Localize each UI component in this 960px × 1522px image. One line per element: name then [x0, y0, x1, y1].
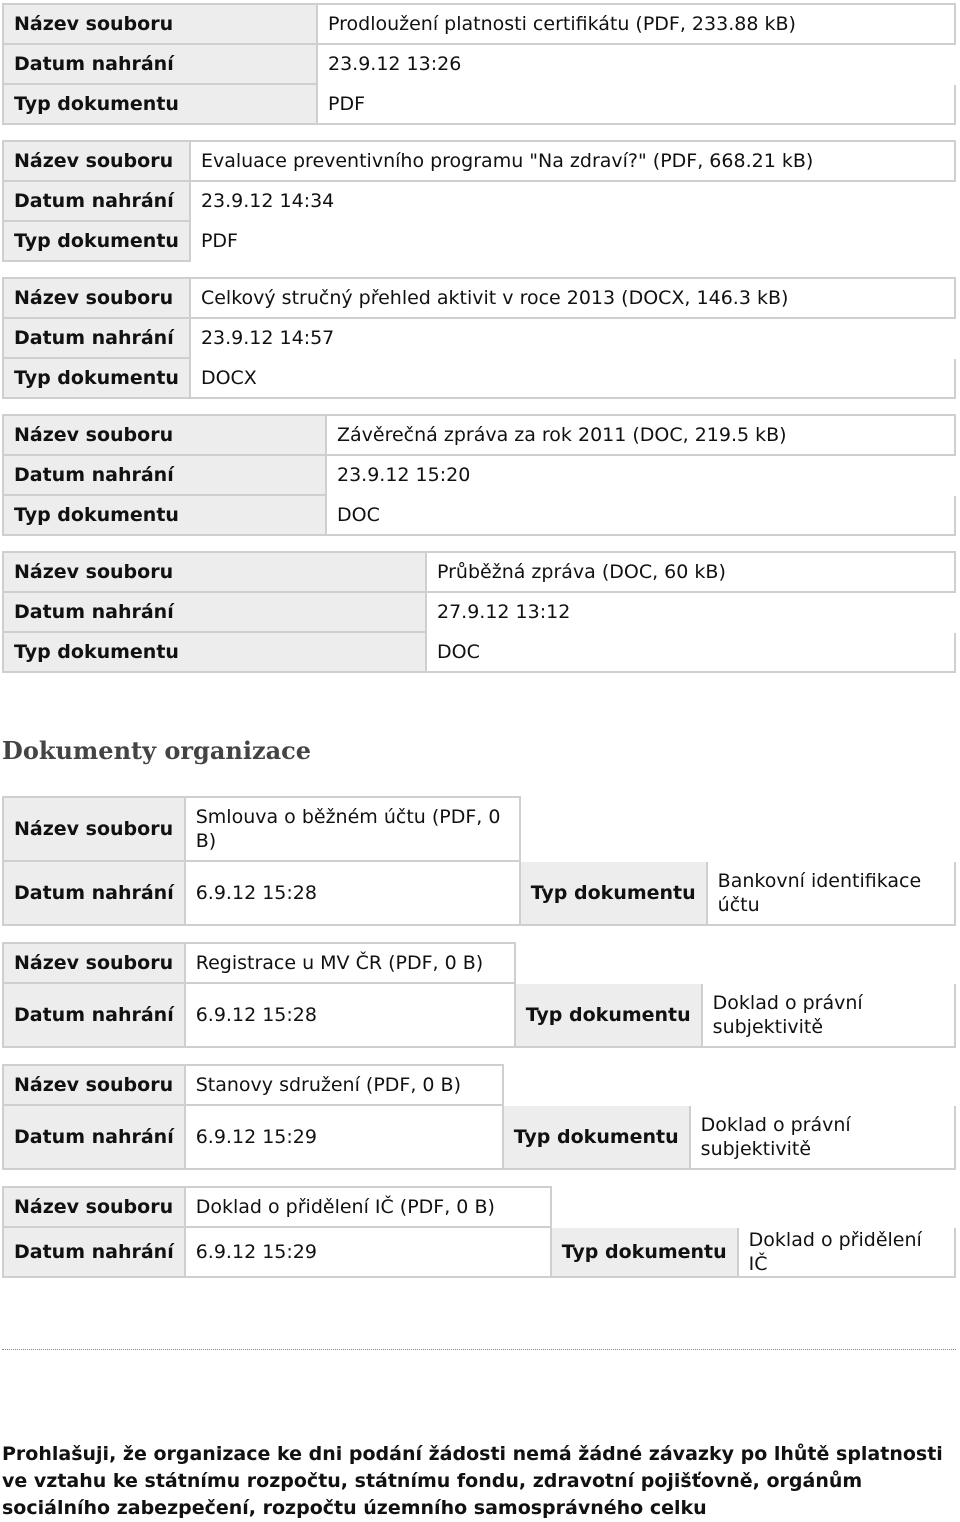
- file-name-link[interactable]: Průběžná zpráva (DOC, 60 kB): [426, 552, 955, 592]
- upload-date-label: Datum nahrání: [3, 861, 185, 925]
- doc-type-value: DOC: [426, 632, 955, 672]
- file-name-link[interactable]: Závěrečná zpráva za rok 2011 (DOC, 219.5 kB): [326, 415, 955, 455]
- spacer: [707, 797, 955, 861]
- org-document-block: [2, 1186, 956, 1278]
- file-name-label: Název souboru: [3, 141, 190, 181]
- org-document-block: [2, 942, 956, 1048]
- file-name-label: Název souboru: [3, 552, 426, 592]
- doc-type-label: Typ dokumentu: [520, 861, 707, 925]
- doc-type-label: Typ dokumentu: [515, 983, 702, 1047]
- spacer: [515, 943, 702, 983]
- upload-date-label: Datum nahrání: [3, 44, 317, 84]
- file-name-label: Název souboru: [3, 1065, 185, 1105]
- upload-date-value: 27.9.12 13:12: [426, 592, 955, 632]
- doc-type-label: Typ dokumentu: [3, 84, 317, 124]
- file-name-link[interactable]: Registrace u MV ČR (PDF, 0 B): [185, 943, 515, 983]
- file-name-label: Název souboru: [3, 415, 326, 455]
- doc-type-label: Typ dokumentu: [3, 358, 190, 398]
- doc-type-label: Typ dokumentu: [3, 495, 326, 535]
- upload-date-value: 6.9.12 15:28: [185, 983, 515, 1047]
- doc-type-label: Typ dokumentu: [3, 632, 426, 672]
- dotted-separator: [2, 1349, 956, 1350]
- org-document-block: [2, 796, 956, 926]
- document-block: [2, 3, 956, 125]
- file-name-label: Název souboru: [3, 943, 185, 983]
- upload-date-value: 6.9.12 15:28: [185, 861, 520, 925]
- org-document-block: [2, 1064, 956, 1170]
- doc-type-value: Doklad o přidělení IČ: [738, 1227, 955, 1277]
- upload-date-label: Datum nahrání: [3, 983, 185, 1047]
- file-name-link[interactable]: Prodloužení platnosti certifikátu (PDF, 233.88 kB): [317, 4, 955, 44]
- doc-type-label: Typ dokumentu: [3, 221, 190, 261]
- file-name-link[interactable]: Stanovy sdružení (PDF, 0 B): [185, 1065, 503, 1105]
- upload-date-value: 23.9.12 14:57: [190, 318, 955, 358]
- doc-type-label: Typ dokumentu: [503, 1105, 690, 1169]
- upload-date-value: 6.9.12 15:29: [185, 1227, 551, 1277]
- upload-date-value: 6.9.12 15:29: [185, 1105, 503, 1169]
- upload-date-label: Datum nahrání: [3, 1105, 185, 1169]
- upload-date-label: Datum nahrání: [3, 592, 426, 632]
- upload-date-label: Datum nahrání: [3, 1227, 185, 1277]
- doc-type-value: Doklad o právní subjektivitě: [690, 1105, 955, 1169]
- file-name-link[interactable]: Smlouva o běžném účtu (PDF, 0 B): [185, 797, 520, 861]
- doc-type-label: Typ dokumentu: [551, 1227, 738, 1277]
- document-block: [2, 551, 956, 673]
- doc-type-value: Bankovní identifikace účtu: [707, 861, 955, 925]
- doc-type-value: DOCX: [190, 358, 955, 398]
- upload-date-label: Datum nahrání: [3, 318, 190, 358]
- spacer: [551, 1187, 738, 1227]
- upload-date-label: Datum nahrání: [3, 455, 326, 495]
- file-name-link[interactable]: Celkový stručný přehled aktivit v roce 2013 (DOCX, 146.3 kB): [190, 278, 955, 318]
- document-block: [2, 277, 956, 399]
- spacer: [690, 1065, 955, 1105]
- file-name-label: Název souboru: [3, 1187, 185, 1227]
- upload-date-value: 23.9.12 15:20: [326, 455, 955, 495]
- doc-type-value: PDF: [317, 84, 955, 124]
- doc-type-value: DOC: [326, 495, 955, 535]
- file-name-label: Název souboru: [3, 797, 185, 861]
- upload-date-label: Datum nahrání: [3, 181, 190, 221]
- section-title-org-documents: Dokumenty organizace: [2, 736, 312, 765]
- spacer: [738, 1187, 955, 1227]
- document-block: [2, 140, 956, 262]
- file-name-label: Název souboru: [3, 4, 317, 44]
- doc-type-value: Doklad o právní subjektivitě: [702, 983, 955, 1047]
- doc-type-value: PDF: [190, 221, 955, 261]
- file-name-link[interactable]: Doklad o přidělení IČ (PDF, 0 B): [185, 1187, 551, 1227]
- spacer: [520, 797, 707, 861]
- spacer: [702, 943, 955, 983]
- upload-date-value: 23.9.12 13:26: [317, 44, 955, 84]
- file-name-label: Název souboru: [3, 278, 190, 318]
- document-block: [2, 414, 956, 536]
- file-name-link[interactable]: Evaluace preventivního programu "Na zdraví?" (PDF, 668.21 kB): [190, 141, 955, 181]
- declaration-text: Prohlašuji, že organizace ke dni podání žádosti nemá žádné závazky po lhůtě splatnosti ve vztahu ke státnímu rozpočtu, státnímu fondu, zdravotní pojišťovně, orgánům sociálního zabezpečení, rozpočtu územního samosprávného celku: [2, 1443, 943, 1519]
- upload-date-value: 23.9.12 14:34: [190, 181, 955, 221]
- spacer: [503, 1065, 690, 1105]
